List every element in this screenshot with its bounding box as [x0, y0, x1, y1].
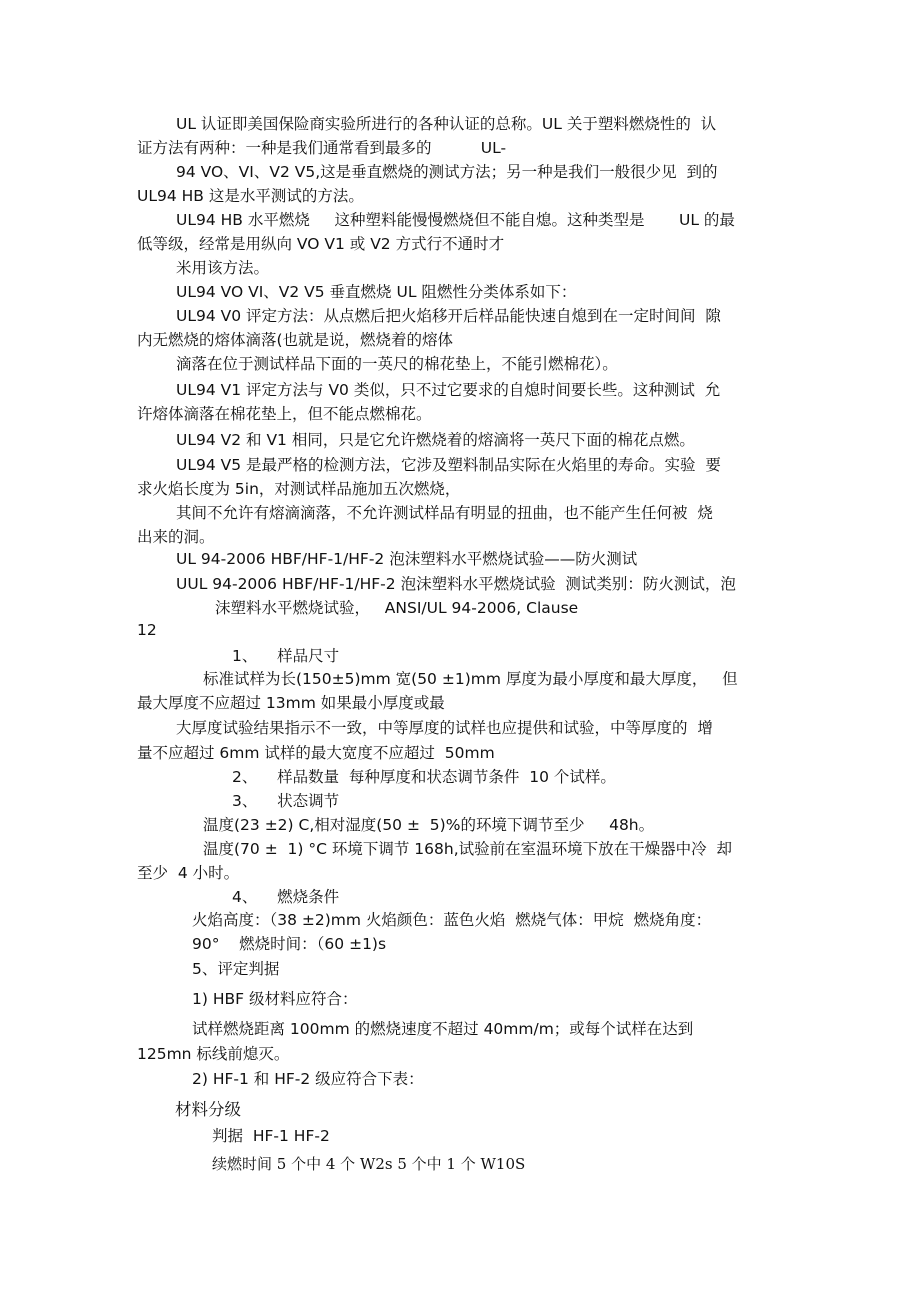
text-line: UL94 HB 水平燃烧 这种塑料能慢慢燃烧但不能自熄。这种类型是 UL 的最 [176, 211, 735, 229]
text-line: 低等级，经常是用纵向 VO V1 或 V2 方式行不通时才 [137, 235, 505, 253]
text-line: 判据 HF-1 HF-2 [212, 1127, 330, 1145]
text-line: 4、 燃烧条件 [232, 888, 340, 906]
text-line: 证方法有两种：一种是我们通常看到最多的 UL- [137, 139, 507, 157]
text-line: UL94 V2 和 V1 相同，只是它允许燃烧着的熔滴将一英尺下面的棉花点燃。 [176, 431, 695, 449]
text-line: 1、 样品尺寸 [232, 647, 340, 665]
text-line: 内无燃烧的熔体滴落(也就是说，燃烧着的熔体 [137, 331, 454, 349]
text-line: 温度(23 ±2) C,相对湿度(50 ± 5)%的环境下调节至少 48h。 [203, 816, 655, 834]
text-line: 量不应超过 6mm 试样的最大宽度不应超过 50mm [137, 744, 495, 762]
text-line: 94 VO、VI、V2 V5,这是垂直燃烧的测试方法；另一种是我们一般很少见 到的 [176, 163, 718, 181]
text-line: 1) HBF 级材料应符合： [192, 990, 358, 1008]
text-line: 火焰高度：（38 ±2)mm 火焰颜色：蓝色火焰 燃烧气体：甲烷 燃烧角度： [192, 911, 712, 929]
text-line: 3、 状态调节 [232, 792, 340, 810]
text-line: UL94 V1 评定方法与 V0 类似，只不过它要求的自熄时间要长些。这种测试 允 [176, 381, 721, 399]
text-line: 米用该方法。 [176, 259, 270, 277]
text-line: 沫塑料水平燃烧试验， ANSI/UL 94-2006, Clause [215, 599, 579, 617]
text-line: 求火焰长度为 5in，对测试样品施加五次燃烧， [137, 480, 461, 498]
text-line: UL94 HB 这是水平测试的方法。 [137, 187, 364, 205]
text-line: 12 [137, 621, 157, 639]
text-line: UL94 VO VI、V2 V5 垂直燃烧 UL 阻燃性分类体系如下： [176, 283, 577, 301]
text-line: UL94 V5 是最严格的检测方法，它涉及塑料制品实际在火焰里的寿命。实验 要 [176, 456, 721, 474]
text-line: 2、 样品数量 每种厚度和状态调节条件 10 个试样。 [232, 768, 616, 786]
text-line: 5、评定判据 [192, 960, 280, 978]
text-line: 125mn 标线前熄灭。 [137, 1045, 290, 1063]
text-line: 2) HF-1 和 HF-2 级应符合下表： [192, 1070, 424, 1088]
text-line: 最大厚度不应超过 13mm 如果最小厚度或最 [137, 694, 445, 712]
text-line: UL 认证即美国保险商实验所进行的各种认证的总称。UL 关于塑料燃烧性的 认 [176, 115, 717, 133]
text-line: 材料分级 [175, 1100, 241, 1119]
text-line: 标准试样为长(150±5)mm 宽(50 ±1)mm 厚度为最小厚度和最大厚度， 但 [203, 670, 738, 688]
text-line: UL 94-2006 HBF/HF-1/HF-2 泡沫塑料水平燃烧试验——防火测试 [176, 550, 638, 568]
text-line: 温度(70 ± 1) °C 环境下调节 168h,试验前在室温环境下放在干燥器中冷 却 [203, 840, 732, 858]
text-line: 90° 燃烧时间：（60 ±1)s [192, 935, 387, 953]
text-line: 其间不允许有熔滴滴落，不允许测试样品有明显的扭曲，也不能产生任何被 烧 [176, 504, 713, 522]
text-line: 续燃时间 5 个中 4 个 W2s 5 个中 1 个 W10S [212, 1155, 526, 1173]
text-line: UUL 94-2006 HBF/HF-1/HF-2 泡沫塑料水平燃烧试验 测试类别：防火测试，泡 [176, 575, 736, 593]
text-line: 许熔体滴落在棉花垫上，但不能点燃棉花。 [137, 405, 432, 423]
text-line: 出来的洞。 [137, 528, 215, 546]
text-line: 滴落在位于测试样品下面的一英尺的棉花垫上，不能引燃棉花）。 [176, 355, 618, 373]
text-line: UL94 V0 评定方法：从点燃后把火焰移开后样品能快速自熄到在一定时间间 隙 [176, 307, 721, 325]
text-line: 大厚度试验结果指示不一致，中等厚度的试样也应提供和试验，中等厚度的 增 [176, 719, 713, 737]
text-line: 至少 4 小时。 [137, 864, 240, 882]
text-line: 试样燃烧距离 100mm 的燃烧速度不超过 40mm/m；或每个试样在达到 [192, 1020, 694, 1038]
